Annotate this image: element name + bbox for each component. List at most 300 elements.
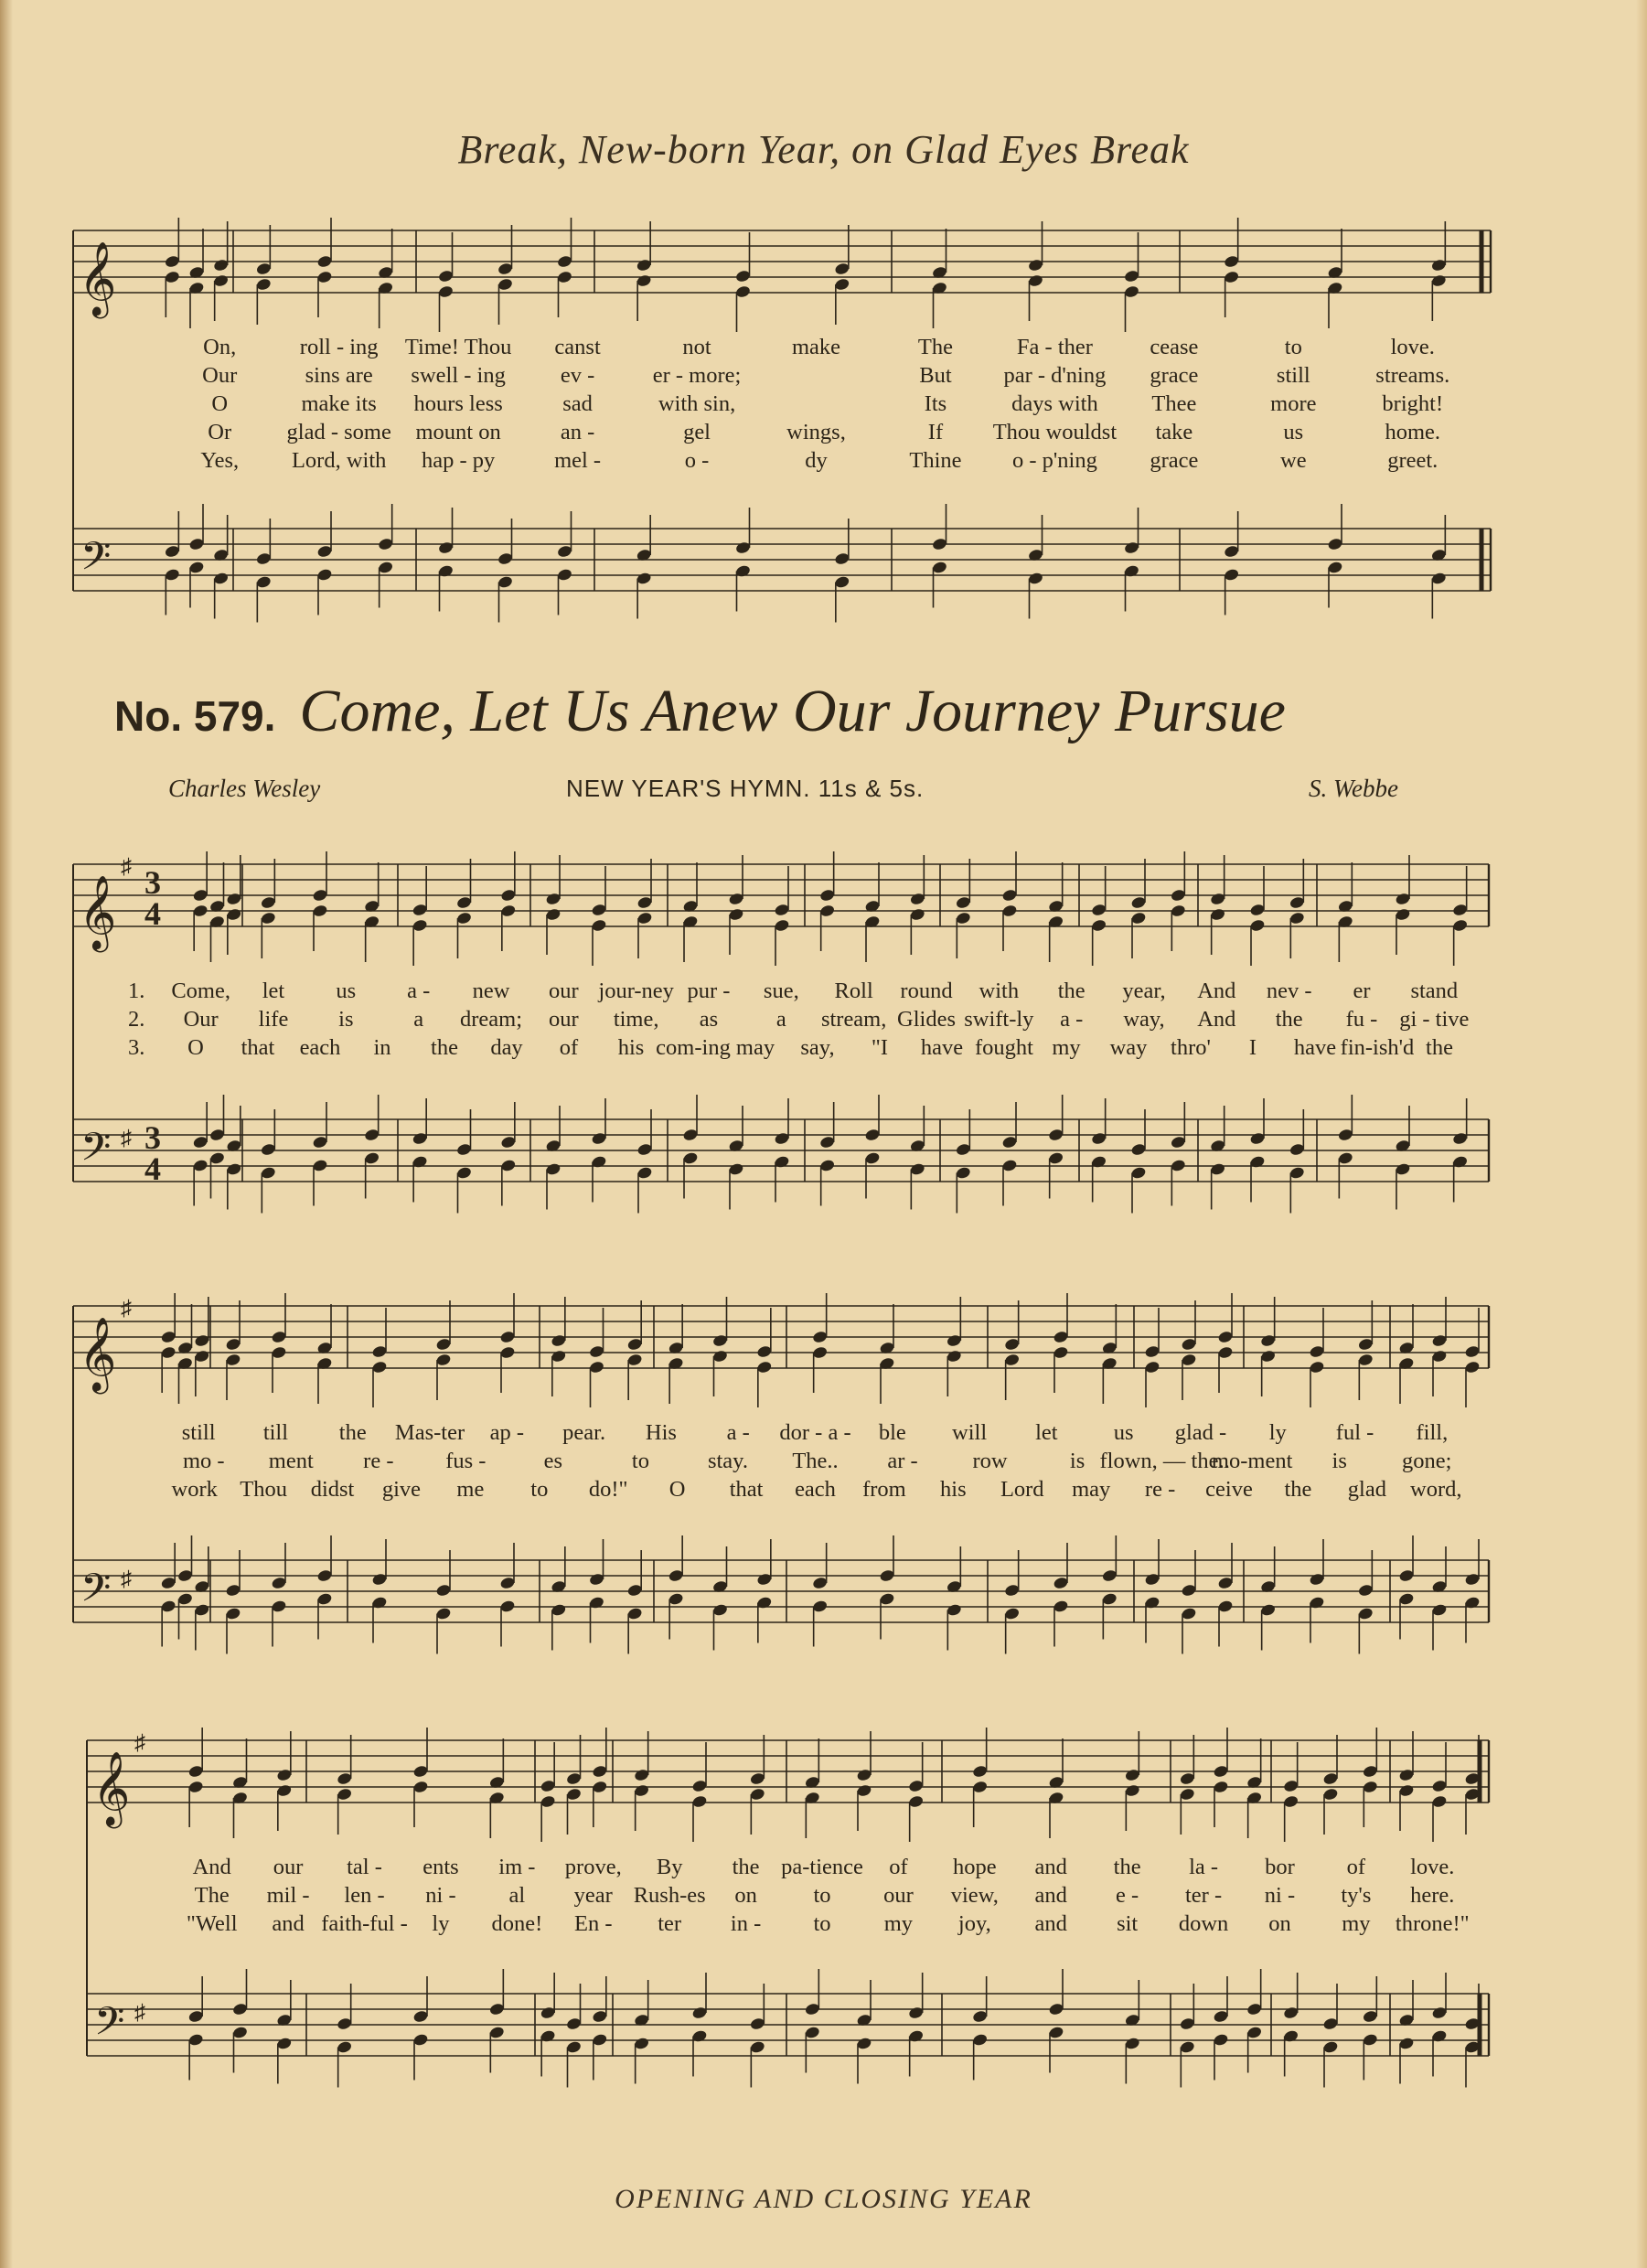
lyric-line (0, 1005, 1647, 1033)
lyric-syllable: to (813, 1911, 831, 1936)
notehead (316, 1592, 333, 1606)
lyric-syllable: ly (432, 1911, 450, 1936)
notehead (682, 899, 699, 913)
notehead (908, 2006, 925, 2019)
notehead (276, 1783, 293, 1797)
lyric-syllable: joy, (957, 1911, 991, 1936)
notehead (1362, 1764, 1378, 1778)
notehead (337, 2017, 353, 2030)
notehead (378, 561, 394, 574)
lyric-syllable: his (940, 1477, 967, 1502)
notehead (1028, 548, 1044, 562)
lyric-syllable: Thine (909, 448, 962, 473)
notehead (1357, 1337, 1374, 1351)
notehead (735, 540, 752, 554)
notehead (232, 2026, 249, 2039)
notehead (728, 1139, 744, 1152)
notehead (551, 1579, 567, 1593)
notehead (735, 564, 752, 578)
notehead (1431, 2029, 1448, 2043)
notehead (819, 888, 836, 902)
notehead (456, 1166, 473, 1180)
notehead (1289, 1166, 1305, 1180)
lyric-syllable: gel (683, 420, 711, 444)
notehead (946, 1579, 962, 1593)
notehead (438, 540, 455, 554)
lyric-syllable: sue, (763, 979, 799, 1003)
notehead (435, 1583, 452, 1597)
lyric-syllable: thro' (1171, 1035, 1211, 1060)
lyric-syllable: make (791, 335, 841, 359)
notehead (412, 1764, 429, 1778)
notehead (972, 2009, 989, 2023)
notehead (636, 548, 652, 562)
notehead (1464, 2017, 1481, 2030)
notehead (1213, 2009, 1229, 2023)
notehead (1048, 899, 1064, 913)
notehead (1430, 548, 1447, 562)
lyric-syllable: Fa - ther (1016, 335, 1093, 359)
notehead (636, 1142, 653, 1156)
notehead (749, 2017, 765, 2030)
lyric-syllable: stream, (820, 1007, 887, 1032)
lyric-syllable: with (979, 979, 1020, 1003)
notehead (276, 1768, 293, 1781)
lyric-syllable: Our (202, 363, 238, 388)
notehead (1048, 915, 1064, 928)
lyric-line (0, 977, 1647, 1005)
notehead (955, 911, 971, 925)
notehead (194, 1349, 210, 1363)
notehead (1452, 903, 1469, 916)
lyric-syllable: Glides (897, 1007, 956, 1032)
notehead (1430, 258, 1447, 272)
notehead (316, 544, 333, 558)
lyric-syllable: ty's (1341, 1883, 1372, 1908)
notehead (337, 1787, 353, 1801)
notehead (187, 1780, 204, 1793)
notehead (1048, 2026, 1064, 2039)
lyric-syllable: our (883, 1883, 914, 1908)
notehead (1431, 1579, 1448, 1593)
lyric-syllable: Thou (240, 1477, 287, 1502)
notehead (545, 907, 561, 921)
notehead (364, 1151, 380, 1165)
lyric-syllable: us (1283, 420, 1304, 444)
lyric-syllable: the (1113, 1855, 1141, 1879)
notehead (1431, 1603, 1448, 1617)
notehead (232, 1775, 249, 1789)
lyric-syllable: days with (1011, 391, 1098, 416)
notehead (225, 1337, 241, 1351)
notehead (592, 2033, 608, 2047)
notehead (312, 1135, 328, 1149)
lyric-syllable: that (241, 1035, 275, 1060)
lyric-syllable: stay. (707, 1449, 748, 1473)
notehead (557, 568, 573, 582)
lyric-syllable: a - (407, 979, 431, 1003)
lyric-syllable: roll - ing (299, 335, 379, 359)
notehead (312, 1159, 328, 1172)
treble-clef-icon: 𝄞 (92, 1750, 131, 1825)
notehead (232, 2002, 249, 2016)
lyric-syllable: not (682, 335, 711, 359)
hymn-author: Charles Wesley (168, 775, 321, 802)
hymn-number: No. 579. (114, 692, 276, 740)
notehead (316, 254, 333, 268)
notehead (1289, 1142, 1305, 1156)
lyric-syllable: done! (491, 1911, 543, 1936)
lyric-line (0, 1853, 1647, 1881)
lyric-line (0, 418, 1647, 446)
lyric-line (0, 1033, 1647, 1062)
lyric-syllable: we (1280, 448, 1307, 473)
notehead (378, 265, 394, 279)
notehead (1004, 1337, 1021, 1351)
notehead (497, 262, 514, 275)
lyric-syllable: an - (560, 420, 595, 444)
lyric-syllable: wings, (786, 420, 846, 444)
notehead (626, 1583, 643, 1597)
lyric-syllable: us (336, 979, 357, 1003)
lyric-syllable: "Well (186, 1911, 238, 1936)
notehead (712, 1603, 729, 1617)
notehead (1464, 1771, 1481, 1785)
lyrics-block (0, 1418, 1647, 1503)
lyric-syllable: jour-ney (598, 979, 674, 1003)
lyric-syllable: throne!" (1395, 1911, 1470, 1936)
notehead (312, 888, 328, 902)
notehead (232, 1791, 249, 1804)
lyric-syllable: cease (1150, 335, 1199, 359)
running-title: Break, New-born Year, on Glad Eyes Break (457, 127, 1190, 172)
lyric-syllable: Lord, with (291, 448, 387, 473)
notehead (271, 1599, 287, 1613)
notehead (500, 888, 517, 902)
notehead (1357, 1607, 1374, 1621)
notehead (412, 1155, 428, 1169)
hymn-credits (168, 775, 1398, 808)
notehead (177, 1356, 194, 1370)
lyric-syllable: Mas-ter (394, 1420, 465, 1445)
notehead (1283, 2029, 1299, 2043)
notehead (1210, 1139, 1226, 1152)
notehead (668, 1341, 684, 1354)
lyric-syllable: as (699, 1007, 719, 1032)
notehead (271, 1345, 287, 1359)
hymn-title: Come, Let Us Anew Our Journey Pursue (299, 678, 1286, 744)
notehead (225, 1583, 241, 1597)
notehead (435, 1337, 452, 1351)
lyrics-block (0, 977, 1647, 1062)
lyric-syllable: view, (950, 1883, 999, 1908)
notehead (260, 1166, 276, 1180)
notehead (551, 1603, 567, 1617)
lyric-syllable: work (171, 1477, 218, 1502)
notehead (1028, 572, 1044, 585)
notehead (589, 1344, 605, 1358)
lyric-syllable: His (645, 1420, 677, 1445)
notehead (1322, 2017, 1339, 2030)
lyric-syllable: still (181, 1420, 216, 1445)
notehead (1181, 1607, 1197, 1621)
bass-clef-icon: 𝄢 (94, 1999, 125, 2054)
notehead (592, 1764, 608, 1778)
notehead (626, 1337, 643, 1351)
notehead (589, 1360, 605, 1374)
notehead (1181, 1337, 1197, 1351)
notehead (488, 2026, 505, 2039)
notehead (188, 561, 205, 574)
notehead (566, 2040, 583, 2054)
notehead (1309, 1360, 1325, 1374)
notehead (1028, 273, 1044, 287)
notehead (1224, 270, 1240, 284)
lyric-syllable: gone; (1402, 1449, 1452, 1473)
notehead (435, 1607, 452, 1621)
notehead (804, 1775, 820, 1789)
notehead (1053, 1576, 1069, 1589)
lyric-syllable: 3. (128, 1035, 145, 1060)
lyric-syllable: Its (924, 391, 947, 416)
lyric-syllable: let (262, 979, 285, 1003)
notehead (194, 1603, 210, 1617)
notehead (412, 2009, 429, 2023)
notehead (1048, 1791, 1064, 1804)
notehead (1430, 273, 1447, 287)
notehead (1322, 1771, 1339, 1785)
notehead (1124, 564, 1140, 578)
notehead (557, 544, 573, 558)
notehead (955, 1142, 971, 1156)
lyric-syllable: e - (1116, 1883, 1139, 1908)
notehead (932, 537, 948, 551)
notehead (540, 1779, 556, 1792)
notehead (1101, 1356, 1118, 1370)
lyric-syllable: En - (574, 1911, 613, 1936)
lyric-syllable: my (1052, 1035, 1081, 1060)
notehead (804, 2026, 820, 2039)
lyric-syllable: the (1275, 1007, 1303, 1032)
notehead (1452, 1155, 1469, 1169)
lyric-syllable: im - (498, 1855, 536, 1879)
notehead (1395, 1139, 1411, 1152)
notehead (1362, 2009, 1378, 2023)
lyric-syllable: pear. (562, 1420, 606, 1445)
notehead (255, 277, 272, 291)
notehead (756, 1344, 773, 1358)
lyric-syllable: to (813, 1883, 831, 1908)
notehead (909, 1139, 925, 1152)
lyric-syllable: may (735, 1035, 775, 1060)
notehead (592, 1780, 608, 1793)
notehead (691, 1779, 708, 1792)
notehead (271, 1576, 287, 1589)
notehead (1004, 1607, 1021, 1621)
lyric-syllable: O (187, 1035, 204, 1060)
lyric-syllable: in - (730, 1911, 762, 1936)
notehead (412, 918, 428, 932)
lyric-syllable: of (1346, 1855, 1366, 1879)
notehead (589, 1596, 605, 1610)
notehead (879, 1592, 895, 1606)
notehead (209, 899, 226, 913)
lyric-syllable: flown, — the.. (1099, 1449, 1230, 1473)
lyric-syllable: dream; (459, 1007, 523, 1032)
notehead (1327, 561, 1343, 574)
notehead (1001, 1159, 1018, 1172)
notehead (864, 1128, 881, 1141)
notehead (1217, 1345, 1234, 1359)
notehead (1130, 1142, 1147, 1156)
lyric-syllable: will (952, 1420, 988, 1445)
lyric-syllable: on (1268, 1911, 1291, 1936)
lyric-syllable: have (1293, 1035, 1337, 1060)
lyric-syllable: pur - (687, 979, 731, 1003)
lyric-syllable: gi - tive (1399, 1007, 1470, 1032)
notehead (856, 1783, 872, 1797)
treble-clef-icon: 𝄞 (79, 1316, 117, 1391)
lyric-syllable: with sin, (658, 391, 736, 416)
lyric-syllable: O (211, 391, 229, 416)
lyric-syllable: our (273, 1855, 304, 1879)
notehead (756, 1596, 773, 1610)
lyric-syllable: a - (1060, 1007, 1084, 1032)
lyric-syllable: grace (1150, 448, 1199, 473)
notehead (1430, 572, 1447, 585)
notehead (551, 1333, 567, 1347)
lyric-syllable: is (338, 1007, 354, 1032)
notehead (946, 1333, 962, 1347)
notehead (1001, 888, 1018, 902)
lyric-syllable: swell - ing (411, 363, 506, 388)
lyric-syllable: me (456, 1477, 485, 1502)
lyric-syllable: still (1276, 363, 1310, 388)
lyric-syllable: If (927, 420, 944, 444)
notehead (456, 895, 473, 909)
notehead (1004, 1353, 1021, 1366)
notehead (160, 1345, 176, 1359)
lyric-syllable: ni - (425, 1883, 456, 1908)
notehead (1101, 1592, 1118, 1606)
lyric-syllable: sins are (305, 363, 373, 388)
hymn-heading (114, 677, 1596, 746)
notehead (812, 1576, 829, 1589)
key-signature: ♯ (121, 1297, 132, 1321)
notehead (371, 1596, 388, 1610)
notehead (1144, 1596, 1160, 1610)
notehead (682, 1128, 699, 1141)
lyric-line (0, 1910, 1647, 1938)
notehead (1028, 258, 1044, 272)
notehead (668, 1356, 684, 1370)
notehead (209, 915, 226, 928)
notehead (819, 1135, 836, 1149)
lyric-syllable: love. (1410, 1855, 1455, 1879)
notehead (177, 1592, 194, 1606)
notehead (1124, 2037, 1140, 2050)
lyric-syllable: make its (301, 391, 377, 416)
notehead (756, 1360, 773, 1374)
lyric-syllable: and (1034, 1911, 1067, 1936)
notehead (371, 1360, 388, 1374)
lyric-syllable: ents (422, 1855, 459, 1879)
lyric-syllable: a (413, 1007, 424, 1032)
lyric-syllable: a - (726, 1420, 750, 1445)
notehead (804, 2002, 820, 2016)
notehead (412, 1131, 428, 1145)
notehead (1130, 1166, 1147, 1180)
lyric-syllable: to (1284, 335, 1302, 359)
notehead (1224, 544, 1240, 558)
lyric-syllable: 1. (128, 979, 145, 1003)
notehead (932, 281, 948, 294)
notehead (1048, 2002, 1064, 2016)
notehead (225, 1353, 241, 1366)
lyric-syllable: er (1353, 979, 1371, 1003)
notehead (712, 1579, 729, 1593)
notehead (774, 1155, 790, 1169)
lyric-syllable: glad (1347, 1477, 1386, 1502)
notehead (371, 1572, 388, 1586)
lyric-syllable: By (656, 1855, 683, 1879)
time-signature: 4 (144, 895, 161, 932)
notehead (834, 551, 850, 565)
notehead (1357, 1353, 1374, 1366)
notehead (712, 1349, 729, 1363)
notehead (908, 2029, 925, 2043)
notehead (1101, 1341, 1118, 1354)
notehead (1217, 1576, 1234, 1589)
notehead (856, 2037, 872, 2050)
notehead (1144, 1360, 1160, 1374)
notehead (1260, 1579, 1277, 1593)
lyric-line (0, 1447, 1647, 1475)
notehead (316, 1356, 333, 1370)
lyric-syllable: par - d'ning (1003, 363, 1107, 388)
lyric-syllable: each (299, 1035, 341, 1060)
lyric-syllable: way (1109, 1035, 1148, 1060)
lyric-syllable: faith-ful - (321, 1911, 408, 1936)
lyrics-block (0, 1853, 1647, 1938)
lyric-syllable: Yes, (200, 448, 240, 473)
notehead (1181, 1583, 1197, 1597)
notehead (540, 2006, 556, 2019)
notehead (337, 1771, 353, 1785)
notehead (691, 1794, 708, 1808)
notehead (1398, 2013, 1415, 2027)
notehead (1260, 1349, 1277, 1363)
notehead (909, 1162, 925, 1176)
notehead (557, 254, 573, 268)
lyric-syllable: his (617, 1035, 645, 1060)
notehead (834, 262, 850, 275)
notehead (749, 1771, 765, 1785)
notehead (1213, 1764, 1229, 1778)
notehead (316, 1568, 333, 1582)
lyric-line (0, 1881, 1647, 1910)
notehead (438, 564, 455, 578)
notehead (371, 1344, 388, 1358)
lyric-syllable: Thou wouldst (992, 420, 1118, 444)
lyric-syllable: a (775, 1007, 786, 1032)
notehead (1091, 1155, 1107, 1169)
notehead (864, 899, 881, 913)
notehead (545, 892, 561, 905)
notehead (337, 2040, 353, 2054)
treble-clef-icon: 𝄞 (79, 241, 117, 316)
notehead (972, 1780, 989, 1793)
